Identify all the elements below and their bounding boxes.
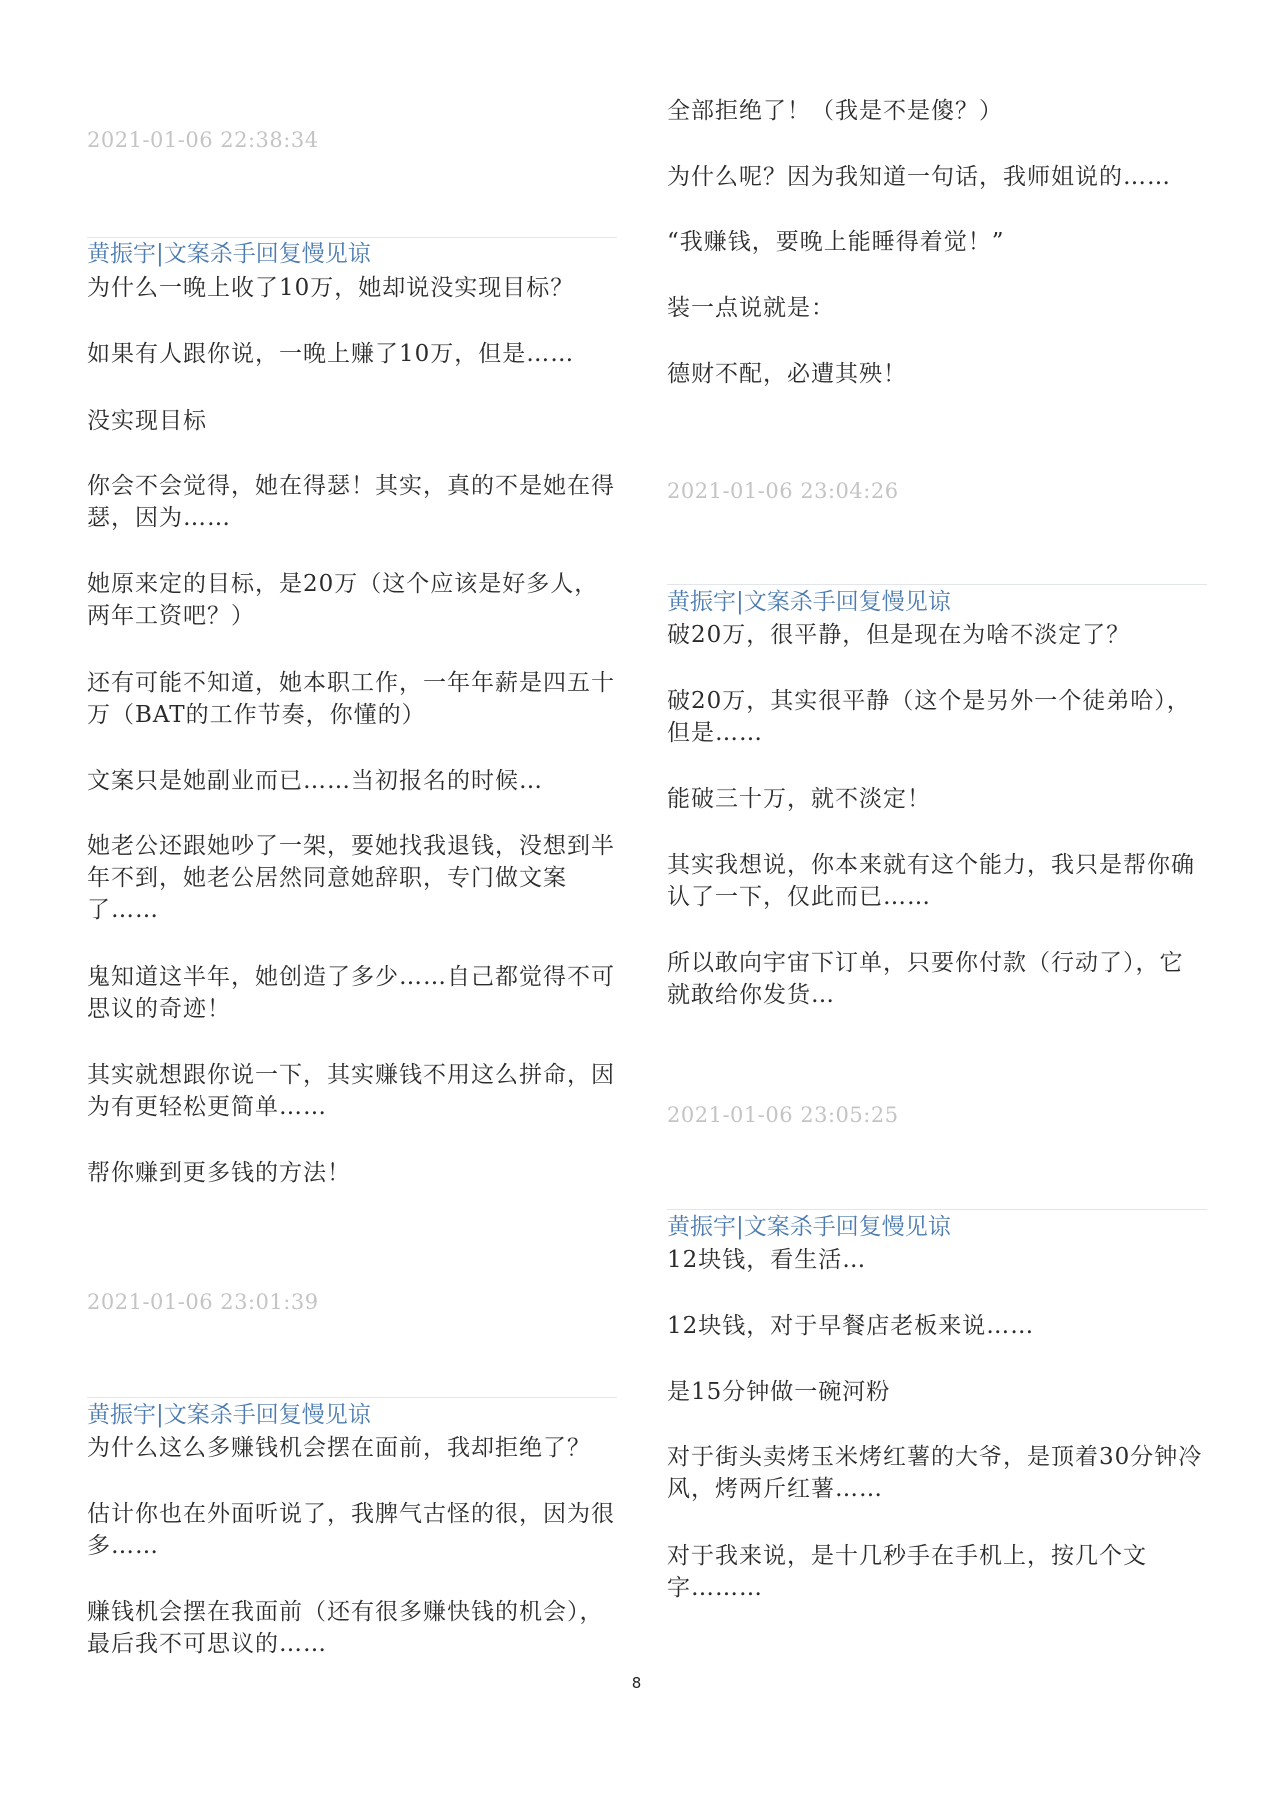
post-paragraph: 12块钱，对于早餐店老板来说…… [667, 1313, 1035, 1339]
post-paragraph: 文案只是她副业而已……当初报名的时候… [87, 768, 543, 794]
post-paragraph: 估计你也在外面听说了，我脾气古怪的很，因为很多…… [87, 1501, 615, 1559]
post-paragraph: 是15分钟做一碗河粉 [667, 1379, 891, 1405]
timestamp: 2021-01-06 23:05:25 [667, 1103, 899, 1127]
post-paragraph: 为什么这么多赚钱机会摆在面前，我却拒绝了？ [87, 1435, 591, 1461]
post-paragraph: 12块钱，看生活… [667, 1247, 867, 1273]
post-paragraph: “我赚钱，要晚上能睡得着觉！” [667, 229, 1005, 255]
post-paragraph: 鬼知道这半年，她创造了多少……自己都觉得不可思议的奇迹！ [87, 964, 615, 1022]
post-paragraph: 还有可能不知道，她本职工作，一年年薪是四五十万（BAT的工作节奏，你懂的） [87, 670, 615, 728]
post-paragraph: 能破三十万，就不淡定！ [667, 786, 931, 812]
post-paragraph: 如果有人跟你说，一晚上赚了10万，但是…… [87, 341, 575, 367]
post-divider [667, 1209, 1207, 1210]
post-paragraph: 全部拒绝了！（我是不是傻？） [667, 98, 1003, 124]
post-paragraph: 对于我来说，是十几秒手在手机上，按几个文字……… [667, 1543, 1147, 1601]
author-name: 黄振宇|文案杀手回复慢见谅 [667, 589, 951, 615]
post-paragraph: 破20万，很平静，但是现在为啥不淡定了？ [667, 622, 1131, 648]
timestamp: 2021-01-06 23:04:26 [667, 479, 899, 503]
author-name: 黄振宇|文案杀手回复慢见谅 [667, 1214, 951, 1240]
post-paragraph: 为什么呢？因为我知道一句话，我师姐说的…… [667, 164, 1171, 190]
post-paragraph: 其实我想说，你本来就有这个能力，我只是帮你确认了一下，仅此而已…… [667, 852, 1195, 910]
post-paragraph: 你会不会觉得，她在得瑟！其实，真的不是她在得瑟，因为…… [87, 473, 615, 531]
post-paragraph: 帮你赚到更多钱的方法！ [87, 1160, 351, 1186]
author-name: 黄振宇|文案杀手回复慢见谅 [87, 1402, 371, 1428]
post-divider [667, 584, 1207, 585]
post-paragraph: 其实就想跟你说一下，其实赚钱不用这么拼命，因为有更轻松更简单…… [87, 1062, 615, 1120]
page-number: 8 [631, 1674, 642, 1692]
timestamp: 2021-01-06 22:38:34 [87, 128, 319, 152]
post-paragraph: 破20万，其实很平静（这个是另外一个徒弟哈），但是…… [667, 688, 1191, 746]
post-paragraph: 为什么一晚上收了10万，她却说没实现目标？ [87, 275, 575, 301]
post-paragraph: 德财不配，必遭其殃！ [667, 361, 907, 387]
post-paragraph: 装一点说就是： [667, 295, 835, 321]
post-paragraph: 所以敢向宇宙下订单，只要你付款（行动了），它就敢给你发货… [667, 950, 1184, 1008]
post-paragraph: 对于街头卖烤玉米烤红薯的大爷，是顶着30分钟冷风，烤两斤红薯…… [667, 1444, 1203, 1502]
post-divider [87, 1397, 617, 1398]
post-paragraph: 没实现目标 [87, 408, 207, 434]
post-paragraph: 她原来定的目标，是20万（这个应该是好多人，两年工资吧？） [87, 571, 599, 629]
timestamp: 2021-01-06 23:01:39 [87, 1290, 319, 1314]
post-paragraph: 她老公还跟她吵了一架，要她找我退钱，没想到半年不到，她老公居然同意她辞职，专门做文案了…… [87, 833, 615, 923]
post-paragraph: 赚钱机会摆在我面前（还有很多赚快钱的机会），最后我不可思议的…… [87, 1599, 604, 1657]
author-name: 黄振宇|文案杀手回复慢见谅 [87, 241, 371, 267]
